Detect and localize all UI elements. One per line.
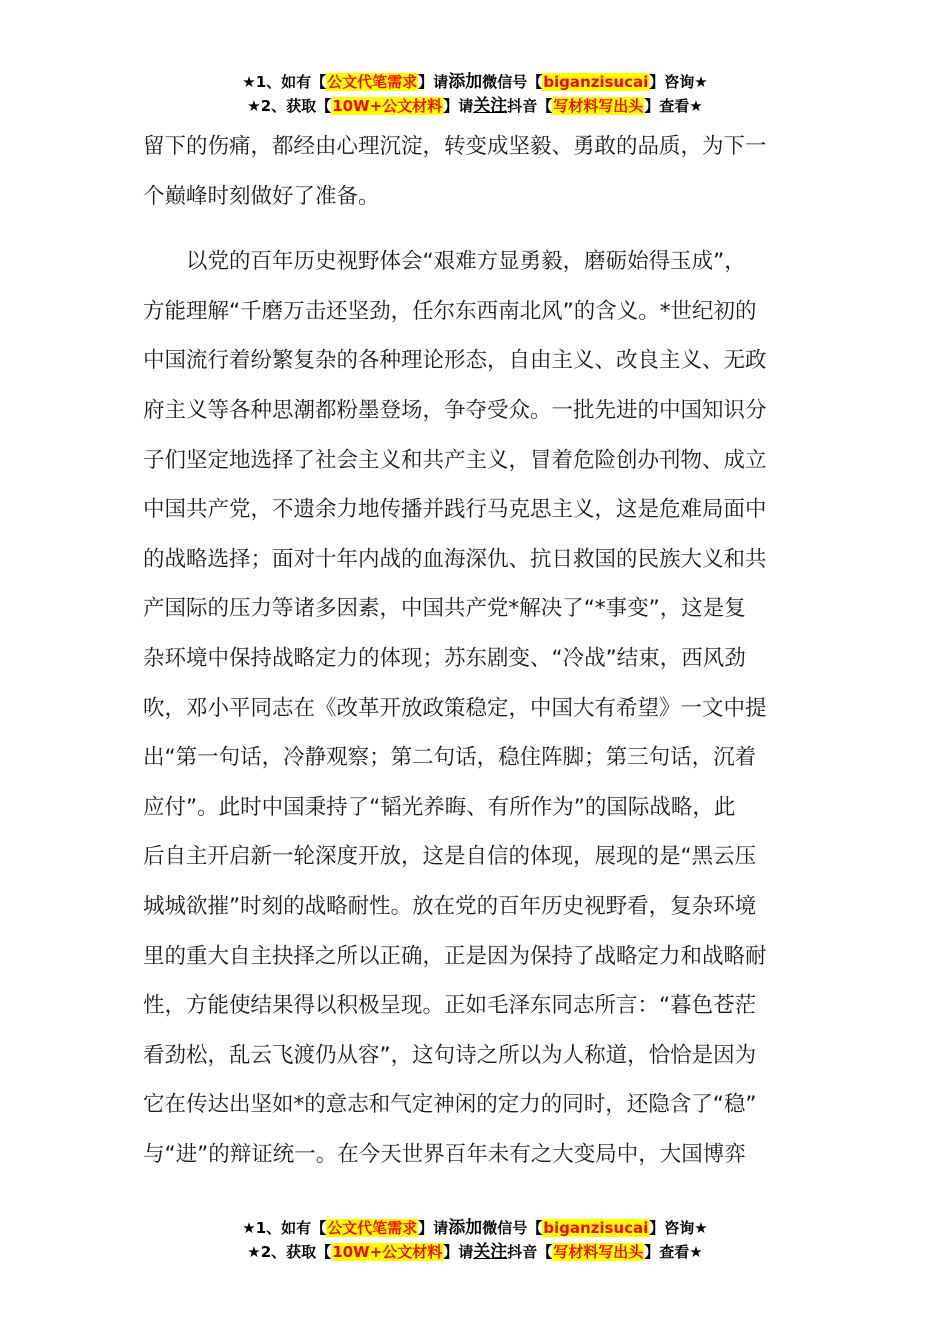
banner-line-2: ★2、获取【10W+公文材料】请关注抖音【写材料写出头】查看★ (247, 96, 703, 116)
banner-emphasis: 添加 (448, 1218, 483, 1238)
banner-emphasis: 关注 (473, 96, 508, 116)
paragraph-1 (143, 122, 807, 221)
banner-highlight: 10W+公文材料 (332, 1243, 443, 1261)
text-line: 府主义等各种思潮都粉墨登场，争夺受众。一批先进的中国知识分 (143, 397, 767, 423)
banner-highlight: 10W+公文材料 (332, 97, 443, 115)
paragraph-2 (143, 237, 807, 1179)
header-banner (0, 70, 950, 118)
text-line: 留下的伤痛，都经由心理沉淀，转变成坚毅、勇敢的品质，为下一 (143, 134, 767, 159)
banner-emphasis: 关注 (473, 1242, 508, 1262)
banner-highlight: biganzisucai (543, 73, 649, 91)
text-line: 后自主开启新一轮深度开放，这是自信的体现，展现的是“黑云压 (143, 844, 757, 870)
banner-highlight: 公文代笔需求 (327, 1219, 418, 1237)
banner-line-1: ★1、如有【公文代笔需求】请添加微信号【biganzisucai】咨询★ (242, 72, 708, 92)
footer-banner (0, 1216, 950, 1264)
text-line: 的战略选择；面对十年内战的血海深仇、抗日救国的民族大义和共 (143, 546, 767, 572)
banner-line-2: ★2、获取【10W+公文材料】请关注抖音【写材料写出头】查看★ (247, 1242, 703, 1262)
banner-highlight: 公文代笔需求 (327, 73, 418, 91)
text-line: 以党的百年历史视野体会“艰难方显勇毅，磨砺始得玉成”， (186, 249, 746, 275)
document-body (143, 122, 807, 1179)
text-line: 杂环境中保持战略定力的体现；苏东剧变、“冷战”结束，西风劲 (143, 645, 746, 671)
text-line: 性，方能使结果得以积极呈现。正如毛泽东同志所言：“暮色苍茫 (143, 993, 757, 1019)
text-line: 看劲松，乱云飞渡仍从容”，这句诗之所以为人称道，恰恰是因为 (143, 1042, 757, 1068)
text-line: 吹，邓小平同志在《改革开放政策稳定，中国大有希望》一文中提 (143, 695, 767, 721)
text-line: 应付”。此时中国秉持了“韬光养晦、有所作为”的国际战略，此 (143, 794, 736, 820)
text-line: 方能理解“千磨万击还坚劲，任尔东西南北风”的含义。*世纪初的 (143, 298, 757, 324)
banner-line-1: ★1、如有【公文代笔需求】请添加微信号【biganzisucai】咨询★ (242, 1218, 708, 1238)
text-line: 里的重大自主抉择之所以正确，正是因为保持了战略定力和战略耐 (143, 943, 767, 969)
text-line: 中国共产党，不遗余力地传播并践行马克思主义，这是危难局面中 (143, 497, 767, 523)
banner-highlight: 写材料写出头 (553, 1243, 644, 1261)
text-line: 城城欲摧”时刻的战略耐性。放在党的百年历史视野看，复杂环境 (143, 893, 757, 919)
text-line: 它在传达出坚如*的意志和气定神闲的定力的同时，还隐含了“稳” (143, 1092, 757, 1118)
text-line: 个巅峰时刻做好了准备。 (143, 183, 380, 209)
text-line: 子们坚定地选择了社会主义和共产主义，冒着危险创办刊物、成立 (143, 447, 767, 473)
text-line: 产国际的压力等诸多因素，中国共产党*解决了“*事变”，这是复 (143, 596, 746, 622)
text-line: 出“第一句话，冷静观察；第二句话，稳住阵脚；第三句话，沉着 (143, 745, 757, 771)
text-line: 中国流行着纷繁复杂的各种理论形态，自由主义、改良主义、无政 (143, 348, 767, 374)
banner-highlight: biganzisucai (543, 1219, 649, 1237)
banner-emphasis: 添加 (448, 72, 483, 92)
banner-highlight: 写材料写出头 (553, 97, 644, 115)
text-line: 与“进”的辩证统一。在今天世界百年未有之大变局中，大国博弈 (143, 1141, 746, 1167)
